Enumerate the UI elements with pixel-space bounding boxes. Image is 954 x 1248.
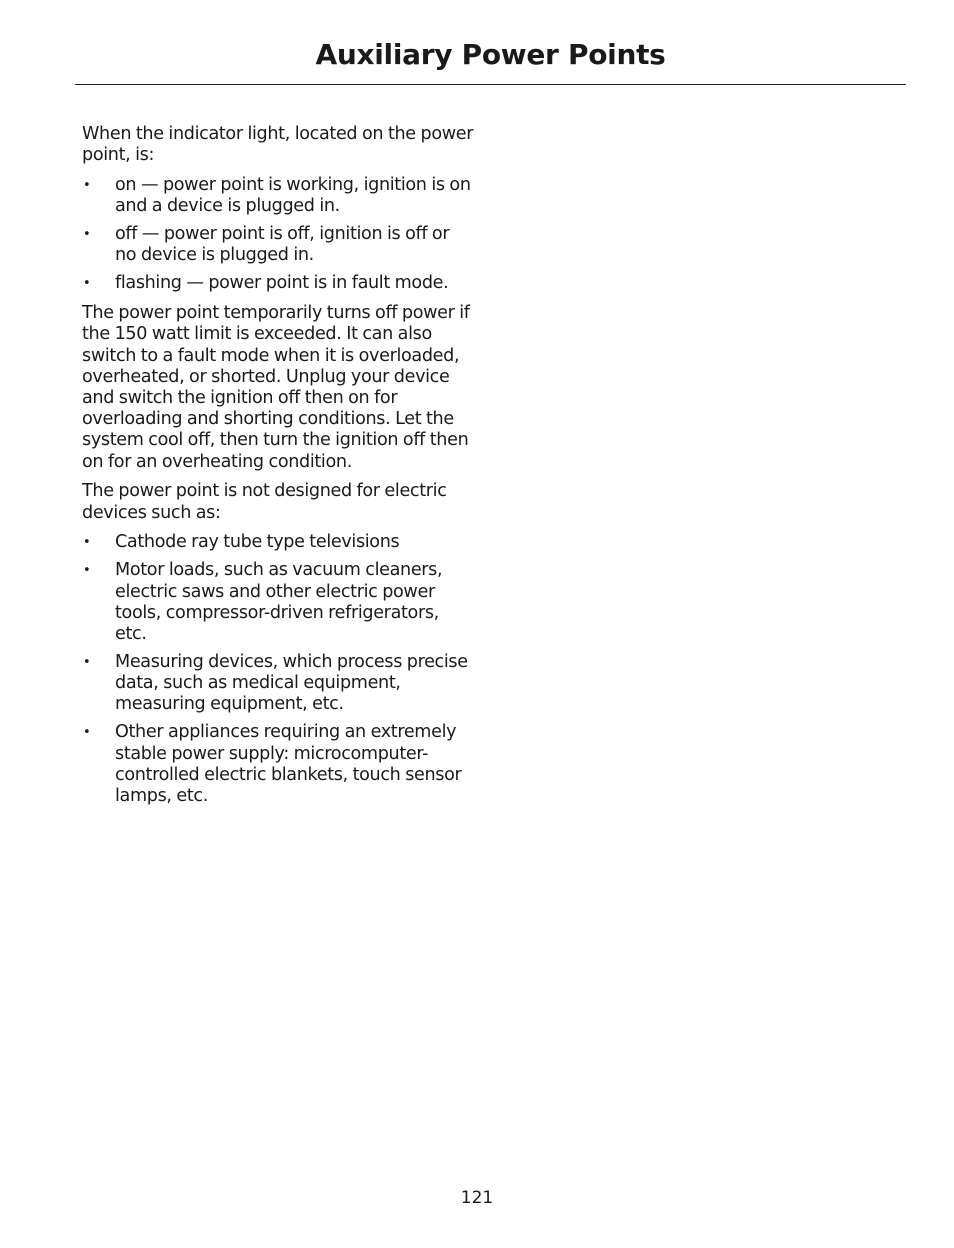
list-item-text: off — power point is off, ignition is off or no device is plugged in.	[115, 224, 450, 266]
indicator-states-list	[82, 175, 474, 295]
list-item	[82, 532, 474, 553]
bullet-icon: •	[83, 563, 91, 579]
list-item-text: Measuring devices, which process precise data, such as medical equipment, measuring equipment, etc.	[115, 652, 468, 715]
not-designed-paragraph: The power point is not designed for electric devices such as:	[82, 481, 447, 523]
main-column	[82, 124, 474, 816]
page-title: Auxiliary Power Points	[315, 38, 666, 71]
bullet-icon: •	[83, 655, 91, 671]
bullet-icon: •	[83, 227, 91, 243]
list-item	[82, 224, 474, 266]
list-item	[82, 175, 474, 217]
list-item	[82, 722, 474, 807]
unsupported-devices-list	[82, 532, 474, 807]
list-item-text: Cathode ray tube type televisions	[115, 532, 400, 553]
list-item	[82, 560, 474, 645]
fault-mode-paragraph: The power point temporarily turns off power if the 150 watt limit is exceeded. It can also switch to a fault mode when it is overloaded, overheated, or shorted. Unplug your device and switch the ignition off then on for overloading and shorting conditions. Let the system cool off, then turn the ignition off then on for an overheating condition.	[82, 303, 470, 472]
bullet-icon: •	[83, 178, 91, 193]
list-item	[82, 652, 474, 716]
list-item-text: Motor loads, such as vacuum cleaners, electric saws and other electric power tools, compressor-driven refrigerators, etc.	[115, 560, 443, 645]
bullet-icon: •	[83, 535, 91, 551]
list-item-text: Other appliances requiring an extremely stable power supply: microcomputer-controlled electric blankets, touch sensor lamps, etc.	[115, 722, 462, 807]
bullet-icon: •	[83, 276, 91, 292]
page-header	[75, 34, 906, 85]
list-item-text: on — power point is working, ignition is on and a device is plugged in.	[115, 175, 471, 217]
bullet-icon: •	[83, 725, 91, 741]
intro-paragraph: When the indicator light, located on the power point, is:	[82, 124, 474, 166]
list-item-text: flashing — power point is in fault mode.	[115, 273, 449, 294]
list-item	[82, 273, 474, 294]
page-number: 121	[460, 1188, 494, 1208]
